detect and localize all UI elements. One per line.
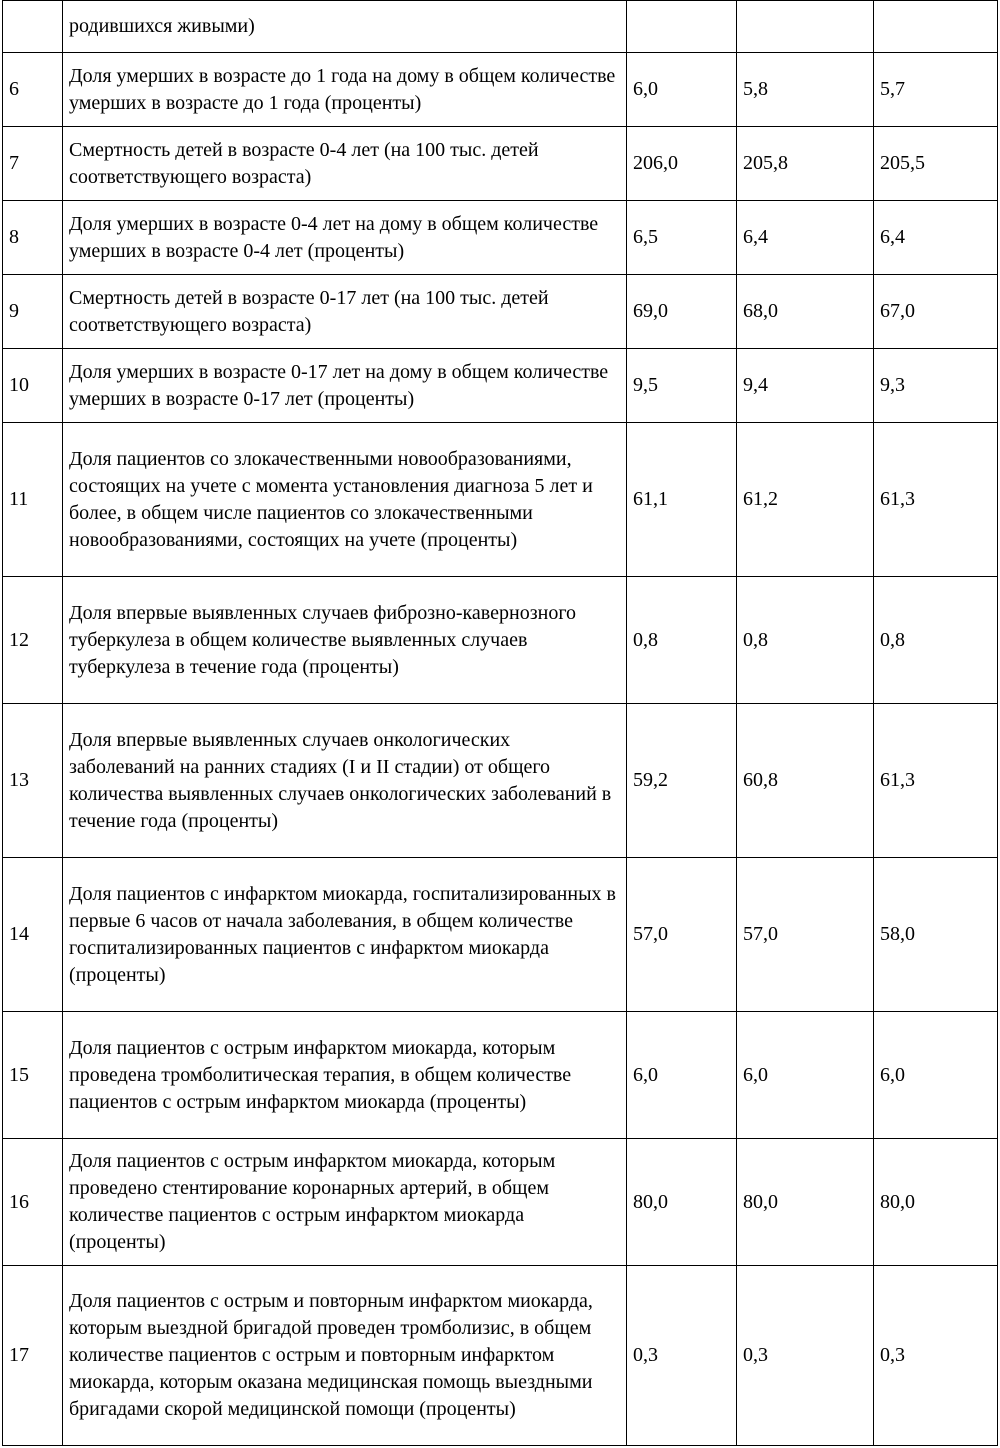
value-year-1: 0,3 <box>627 1266 737 1446</box>
value-year-1: 61,1 <box>627 423 737 577</box>
row-number: 14 <box>3 858 63 1012</box>
table-row <box>3 858 998 1012</box>
value-year-1 <box>627 1 737 53</box>
indicator-name: Доля умерших в возрасте 0-4 лет на дому в общем количестве умерших в возрасте 0-4 лет (проценты) <box>63 201 627 275</box>
row-number: 10 <box>3 349 63 423</box>
value-year-2: 60,8 <box>737 704 874 858</box>
value-year-2: 9,4 <box>737 349 874 423</box>
value-year-3: 9,3 <box>874 349 998 423</box>
indicator-name: Смертность детей в возрасте 0-17 лет (на 100 тыс. детей соответствующего возраста) <box>63 275 627 349</box>
value-year-2: 205,8 <box>737 127 874 201</box>
indicators-table <box>2 0 998 1446</box>
row-number: 13 <box>3 704 63 858</box>
table-row <box>3 349 998 423</box>
indicator-name: Доля пациентов с острым и повторным инфарктом миокарда, которым выездной бригадой проведен тромболизис, в общем количестве пациентов с острым и повторным инфарктом миокарда, которым оказана медицинская помощь выездными бригадами скорой медицинской помощи (проценты) <box>63 1266 627 1446</box>
value-year-3: 80,0 <box>874 1139 998 1266</box>
table-row <box>3 275 998 349</box>
table-row <box>3 1012 998 1139</box>
table-row <box>3 423 998 577</box>
indicator-name: Доля впервые выявленных случаев фиброзно-кавернозного туберкулеза в общем количестве выявленных случаев туберкулеза в течение года (проценты) <box>63 577 627 704</box>
row-number: 7 <box>3 127 63 201</box>
value-year-1: 6,0 <box>627 53 737 127</box>
value-year-2: 80,0 <box>737 1139 874 1266</box>
row-number: 11 <box>3 423 63 577</box>
table-row <box>3 577 998 704</box>
value-year-3: 58,0 <box>874 858 998 1012</box>
row-number: 16 <box>3 1139 63 1266</box>
indicator-name: родившихся живыми) <box>63 1 627 53</box>
indicator-name: Доля пациентов с острым инфарктом миокарда, которым проведена тромболитическая терапия, в общем количестве пациентов с острым инфарктом миокарда (проценты) <box>63 1012 627 1139</box>
indicator-name: Доля умерших в возрасте 0-17 лет на дому в общем количестве умерших в возрасте 0-17 лет (проценты) <box>63 349 627 423</box>
row-number: 15 <box>3 1012 63 1139</box>
table-row <box>3 1139 998 1266</box>
value-year-2: 61,2 <box>737 423 874 577</box>
value-year-1: 59,2 <box>627 704 737 858</box>
value-year-3 <box>874 1 998 53</box>
value-year-1: 57,0 <box>627 858 737 1012</box>
value-year-3: 5,7 <box>874 53 998 127</box>
value-year-2: 6,0 <box>737 1012 874 1139</box>
value-year-3: 0,3 <box>874 1266 998 1446</box>
indicator-name: Доля пациентов с острым инфарктом миокарда, которым проведено стентирование коронарных артерий, в общем количестве пациентов с острым инфарктом миокарда (проценты) <box>63 1139 627 1266</box>
value-year-2: 0,8 <box>737 577 874 704</box>
indicator-name: Доля умерших в возрасте до 1 года на дому в общем количестве умерших в возрасте до 1 года (проценты) <box>63 53 627 127</box>
value-year-1: 206,0 <box>627 127 737 201</box>
value-year-3: 6,0 <box>874 1012 998 1139</box>
row-number <box>3 1 63 53</box>
value-year-1: 69,0 <box>627 275 737 349</box>
indicator-name: Доля впервые выявленных случаев онкологических заболеваний на ранних стадиях (I и II стадии) от общего количества выявленных случаев онкологических заболеваний в течение года (проценты) <box>63 704 627 858</box>
row-number: 6 <box>3 53 63 127</box>
indicator-name: Доля пациентов со злокачественными новообразованиями, состоящих на учете с момента установления диагноза 5 лет и более, в общем числе пациентов со злокачественными новообразованиями, состоящих на учете (проценты) <box>63 423 627 577</box>
row-number: 17 <box>3 1266 63 1446</box>
value-year-3: 205,5 <box>874 127 998 201</box>
row-number: 12 <box>3 577 63 704</box>
value-year-3: 61,3 <box>874 704 998 858</box>
value-year-2: 0,3 <box>737 1266 874 1446</box>
value-year-1: 0,8 <box>627 577 737 704</box>
value-year-1: 6,0 <box>627 1012 737 1139</box>
table-row <box>3 1 998 53</box>
row-number: 8 <box>3 201 63 275</box>
indicator-name: Смертность детей в возрасте 0-4 лет (на 100 тыс. детей соответствующего возраста) <box>63 127 627 201</box>
value-year-2: 5,8 <box>737 53 874 127</box>
value-year-1: 80,0 <box>627 1139 737 1266</box>
table-row <box>3 704 998 858</box>
value-year-2: 6,4 <box>737 201 874 275</box>
table-row <box>3 201 998 275</box>
table-row <box>3 1266 998 1446</box>
indicator-name: Доля пациентов с инфарктом миокарда, госпитализированных в первые 6 часов от начала заболевания, в общем количестве госпитализированных пациентов с инфарктом миокарда (проценты) <box>63 858 627 1012</box>
table-row <box>3 127 998 201</box>
value-year-2: 57,0 <box>737 858 874 1012</box>
value-year-3: 61,3 <box>874 423 998 577</box>
value-year-3: 67,0 <box>874 275 998 349</box>
value-year-1: 6,5 <box>627 201 737 275</box>
value-year-2: 68,0 <box>737 275 874 349</box>
value-year-2 <box>737 1 874 53</box>
value-year-3: 6,4 <box>874 201 998 275</box>
value-year-1: 9,5 <box>627 349 737 423</box>
table-row <box>3 53 998 127</box>
value-year-3: 0,8 <box>874 577 998 704</box>
row-number: 9 <box>3 275 63 349</box>
